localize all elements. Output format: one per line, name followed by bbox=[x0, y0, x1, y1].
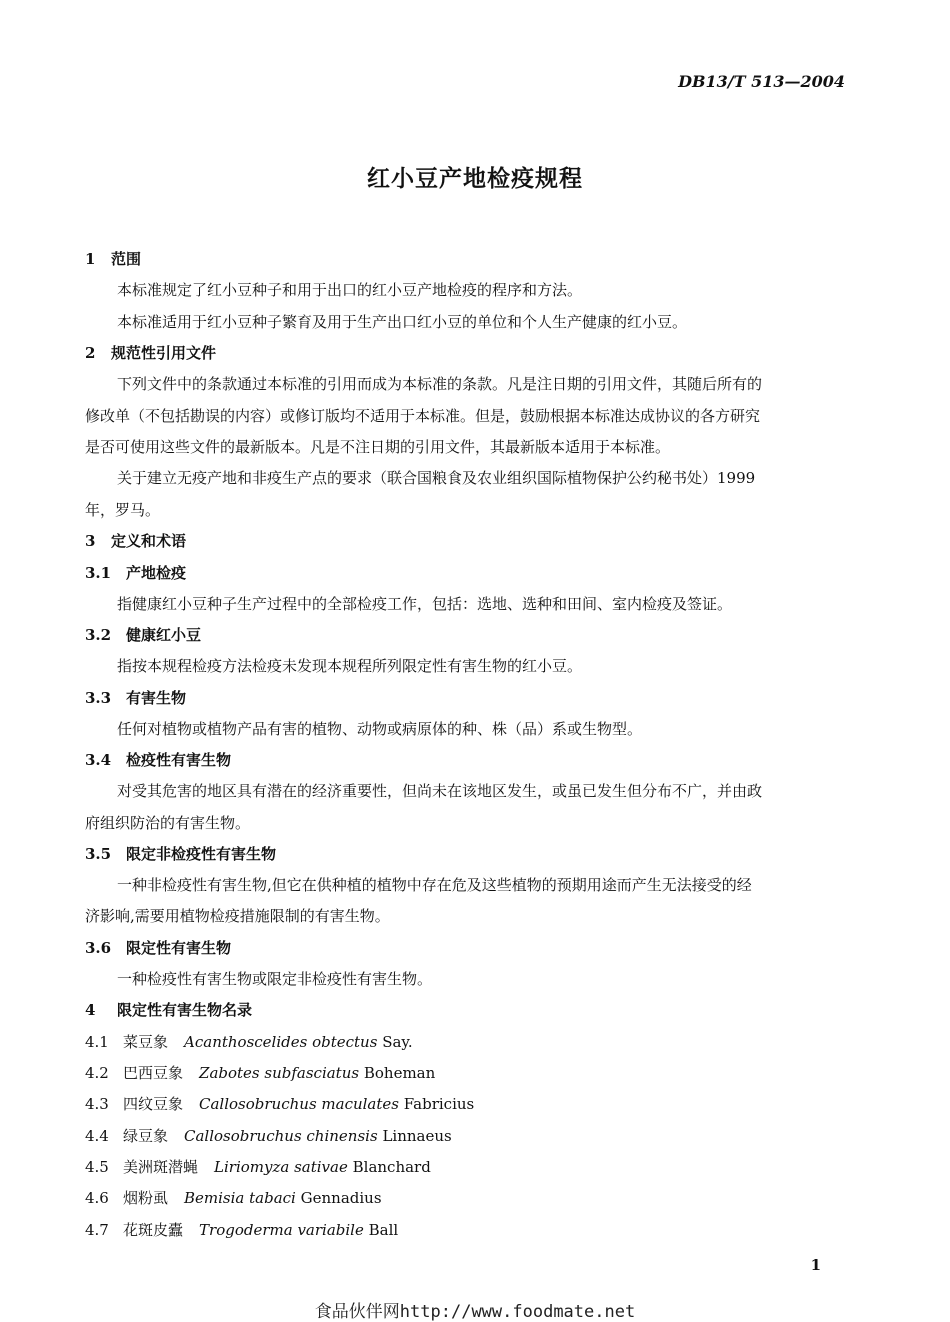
section-1-para-1: 本标准规定了红小豆种子和用于出口的红小豆产地检疫的程序和方法。 bbox=[117, 281, 583, 299]
definition-3-4-text-line-1: 对受其危害的地区具有潜在的经济重要性，但尚未在该地区发生，或虽已发生但分布不广，并由政 bbox=[117, 782, 763, 800]
definition-3-5-heading: 3.5 限定非检疫性有害生物 bbox=[85, 845, 277, 863]
pest-item: 4.1 菜豆象 Acanthoscelides obtectus Say. bbox=[85, 1033, 413, 1051]
definition-3-5-text-line-2: 济影响,需要用植物检疫措施限制的有害生物。 bbox=[85, 907, 390, 925]
document-title: 红小豆产地检疫规程 bbox=[367, 165, 583, 192]
definition-3-1-heading: 3.1 产地检疫 bbox=[85, 564, 187, 582]
pest-item: 4.4 绿豆象 Callosobruchus chinensis Linnaeus bbox=[85, 1127, 452, 1145]
section-2-para-1-line-2: 修改单（不包括勘误的内容）或修订版均不适用于本标准。但是，鼓励根据本标准达成协议的各方研究 bbox=[85, 407, 761, 425]
section-4-heading: 4 限定性有害生物名录 bbox=[85, 1001, 253, 1019]
section-2-para-1-line-1: 下列文件中的条款通过本标准的引用而成为本标准的条款。凡是注日期的引用文件，其随后所有的 bbox=[117, 375, 763, 393]
definition-3-2-text: 指按本规程检疫方法检疫未发现本规程所列限定性有害生物的红小豆。 bbox=[117, 657, 583, 675]
section-1-para-2: 本标准适用于红小豆种子繁育及用于生产出口红小豆的单位和个人生产健康的红小豆。 bbox=[117, 313, 688, 331]
standard-number: DB13/T 513—2004 bbox=[678, 72, 845, 91]
page-number: 1 bbox=[810, 1256, 821, 1274]
section-1-heading: 1 范围 bbox=[85, 250, 142, 268]
section-2-para-2-line-1: 关于建立无疫产地和非疫生产点的要求（联合国粮食及农业组织国际植物保护公约秘书处）1999 bbox=[117, 469, 756, 487]
pest-item: 4.5 美洲斑潜蝇 Liriomyza sativae Blanchard bbox=[85, 1158, 431, 1176]
definition-3-6-heading: 3.6 限定性有害生物 bbox=[85, 939, 232, 957]
section-2-para-1-line-3: 是否可使用这些文件的最新版本。凡是不注日期的引用文件，其最新版本适用于本标准。 bbox=[85, 438, 671, 456]
section-2-heading: 2 规范性引用文件 bbox=[85, 344, 217, 362]
definition-3-3-heading: 3.3 有害生物 bbox=[85, 689, 187, 707]
footer-watermark-link[interactable]: 食品伙伴网http://www.foodmate.net bbox=[314, 1302, 636, 1322]
pest-item: 4.2 巴西豆象 Zabotes subfasciatus Boheman bbox=[85, 1064, 436, 1082]
section-3-heading: 3 定义和术语 bbox=[85, 532, 187, 550]
definition-3-4-heading: 3.4 检疫性有害生物 bbox=[85, 751, 232, 769]
section-2-para-2-line-2: 年，罗马。 bbox=[85, 501, 161, 519]
definition-3-2-heading: 3.2 健康红小豆 bbox=[85, 626, 202, 644]
definition-3-6-text: 一种检疫性有害生物或限定非检疫性有害生物。 bbox=[117, 970, 433, 988]
definition-3-1-text: 指健康红小豆种子生产过程中的全部检疫工作，包括：选地、选种和田间、室内检疫及签证。 bbox=[117, 595, 733, 613]
definition-3-4-text-line-2: 府组织防治的有害生物。 bbox=[85, 814, 251, 832]
definition-3-5-text-line-1: 一种非检疫性有害生物,但它在供种植的植物中存在危及这些植物的预期用途而产生无法接受的经 bbox=[117, 876, 752, 894]
pest-item: 4.6 烟粉虱 Bemisia tabaci Gennadius bbox=[85, 1189, 382, 1207]
definition-3-3-text: 任何对植物或植物产品有害的植物、动物或病原体的种、株（品）系或生物型。 bbox=[117, 720, 643, 738]
pest-item: 4.7 花斑皮蠹 Trogoderma variabile Ball bbox=[85, 1221, 399, 1239]
pest-item: 4.3 四纹豆象 Callosobruchus maculates Fabricius bbox=[85, 1095, 475, 1113]
